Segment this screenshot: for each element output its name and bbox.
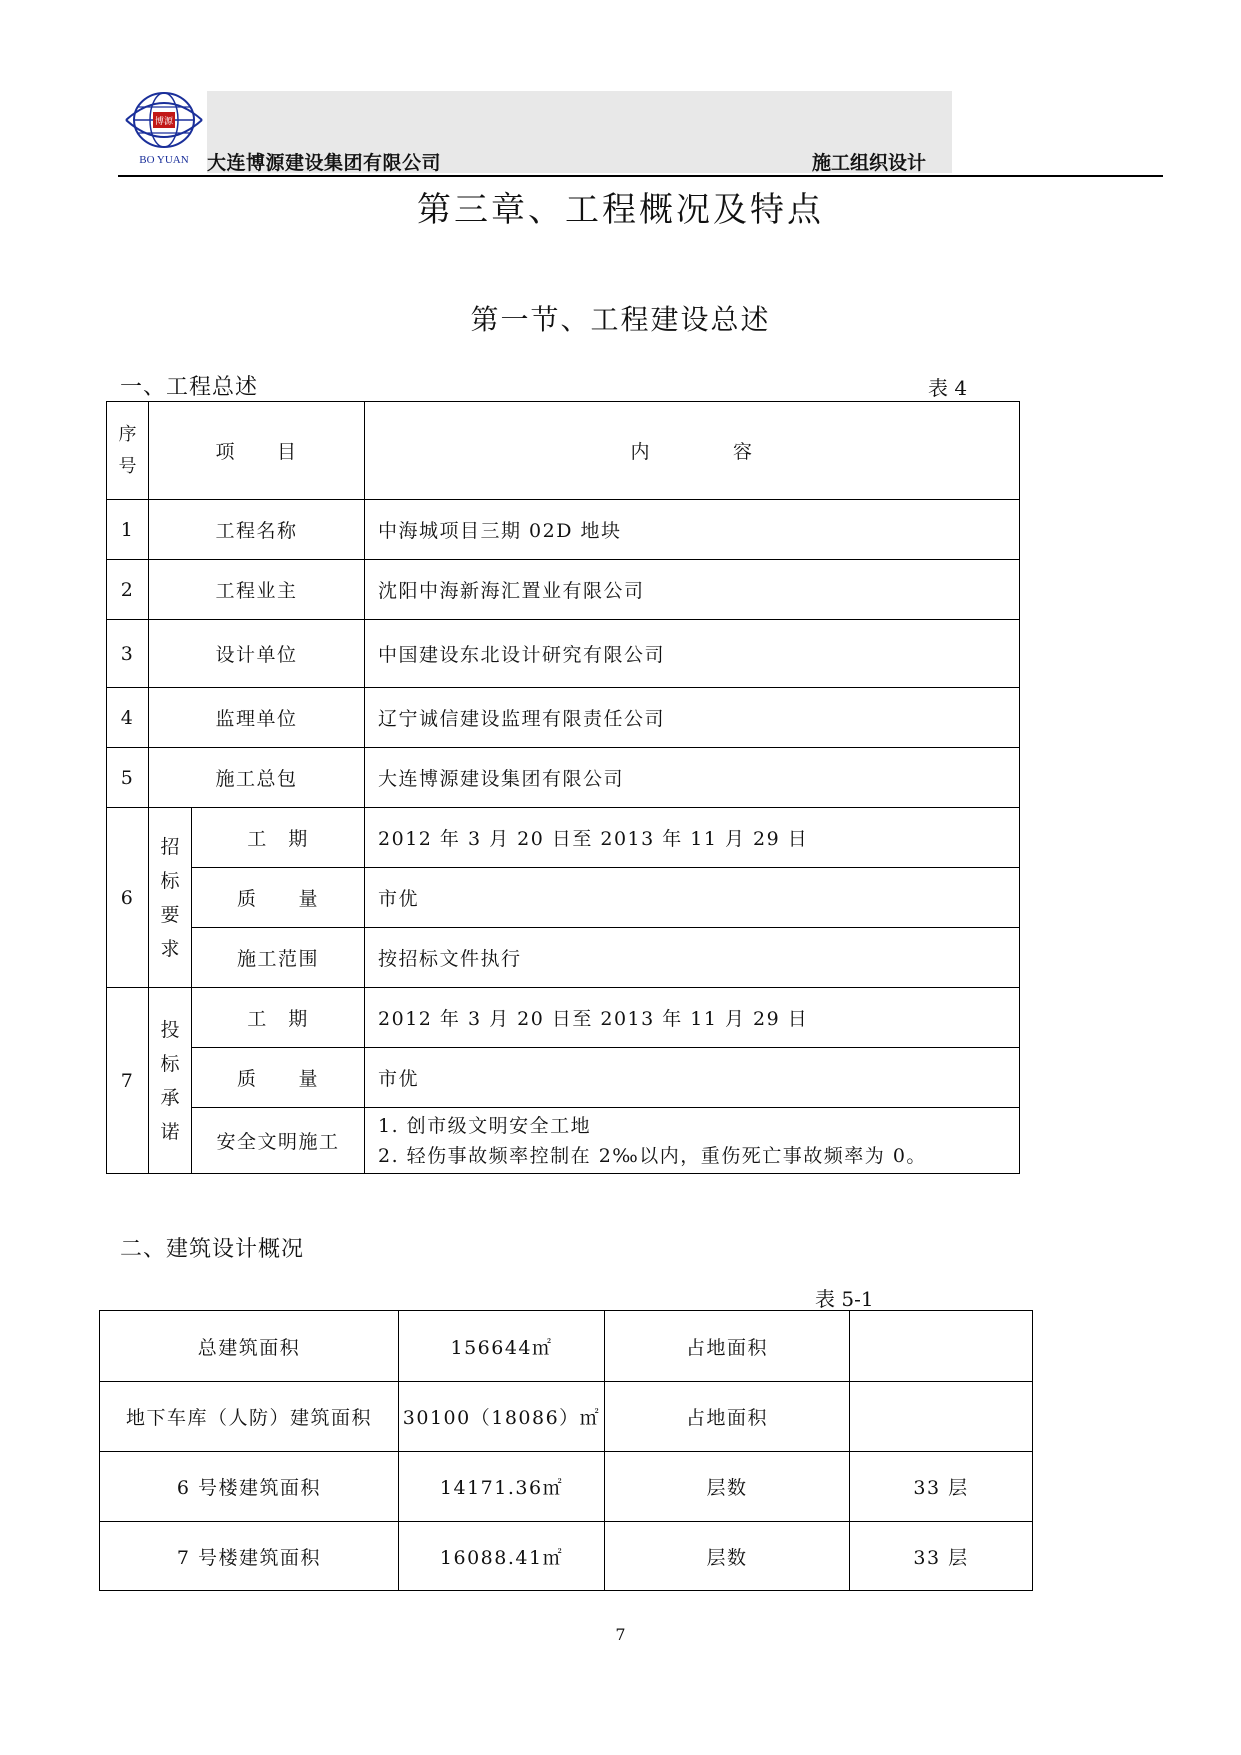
group7-label-cell	[149, 988, 192, 1174]
table-row	[107, 808, 1020, 868]
table-row	[107, 1048, 1020, 1108]
content-line-1: 1. 创市级文明安全工地	[378, 1114, 592, 1137]
header-item: 项 目	[149, 402, 365, 500]
group6-label-cell	[149, 808, 192, 988]
row-content: 市优	[365, 868, 1020, 928]
cell-label: 占地面积	[605, 1382, 850, 1452]
cell-value: 33 层	[850, 1452, 1033, 1522]
row-content: 大连博源建设集团有限公司	[365, 748, 1020, 808]
table-row	[107, 868, 1020, 928]
row-item: 工程名称	[149, 500, 365, 560]
part1-heading: 一、工程总述	[120, 375, 259, 400]
table-row	[107, 928, 1020, 988]
group7-no: 7	[107, 988, 149, 1174]
cell-label: 总建筑面积	[100, 1311, 399, 1382]
table-row	[100, 1382, 1033, 1452]
table-row	[107, 988, 1020, 1048]
cell-value: 14171.36㎡	[399, 1452, 605, 1522]
table-row	[100, 1522, 1033, 1591]
cell-value: 30100（18086）㎡	[399, 1382, 605, 1452]
chapter-title: 第三章、工程概况及特点	[417, 190, 824, 230]
logo-mark-text: 博源	[154, 117, 174, 127]
logo-caption: BO YUAN	[139, 154, 189, 166]
part2-heading: 二、建筑设计概况	[120, 1237, 305, 1262]
table-row	[107, 500, 1020, 560]
row-item: 施工总包	[149, 748, 365, 808]
document-type: 施工组织设计	[812, 152, 927, 174]
cell-label: 层数	[605, 1522, 850, 1591]
row-item: 工 期	[192, 988, 365, 1048]
table-row	[107, 1108, 1020, 1174]
table-row	[107, 560, 1020, 620]
building-design-table	[99, 1310, 1033, 1591]
row-item: 施工范围	[192, 928, 365, 988]
row-item: 质 量	[192, 868, 365, 928]
header-no-text: 序号	[118, 423, 138, 477]
row-no: 2	[107, 560, 149, 620]
page-number: 7	[615, 1625, 626, 1644]
table-row	[100, 1311, 1033, 1382]
table-row	[100, 1452, 1033, 1522]
content-line-2: 2. 轻伤事故频率控制在 2‰以内，重伤死亡事故频率为 0。	[378, 1144, 927, 1167]
row-item: 工程业主	[149, 560, 365, 620]
cell-label: 7 号楼建筑面积	[100, 1522, 399, 1591]
cell-value: 33 层	[850, 1522, 1033, 1591]
header-content: 内 容	[365, 402, 1020, 500]
row-content: 2012 年 3 月 20 日至 2013 年 11 月 29 日	[365, 988, 1020, 1048]
table-row	[107, 688, 1020, 748]
row-item: 安全文明施工	[192, 1108, 365, 1174]
header-no	[107, 402, 149, 500]
row-item: 监理单位	[149, 688, 365, 748]
section-title: 第一节、工程建设总述	[470, 303, 771, 336]
row-no: 3	[107, 620, 149, 688]
row-no: 5	[107, 748, 149, 808]
row-content: 市优	[365, 1048, 1020, 1108]
row-content: 辽宁诚信建设监理有限责任公司	[365, 688, 1020, 748]
group6-no: 6	[107, 808, 149, 988]
row-content: 2012 年 3 月 20 日至 2013 年 11 月 29 日	[365, 808, 1020, 868]
group6-label: 招标要求	[160, 835, 182, 960]
project-overview-table	[106, 401, 1020, 1174]
company-name: 大连博源建设集团有限公司	[207, 152, 442, 174]
row-item: 质 量	[192, 1048, 365, 1108]
globe-logo-icon	[118, 90, 210, 168]
cell-value	[850, 1382, 1033, 1452]
table-row	[107, 748, 1020, 808]
row-item: 设计单位	[149, 620, 365, 688]
company-logo	[118, 90, 210, 168]
cell-value: 16088.41㎡	[399, 1522, 605, 1591]
cell-label: 层数	[605, 1452, 850, 1522]
row-no: 4	[107, 688, 149, 748]
row-content: 中国建设东北设计研究有限公司	[365, 620, 1020, 688]
cell-value: 156644㎡	[399, 1311, 605, 1382]
row-no: 1	[107, 500, 149, 560]
table-row	[107, 620, 1020, 688]
table4-label: 表 4	[928, 376, 968, 400]
table5-label: 表 5-1	[815, 1287, 874, 1311]
row-content: 沈阳中海新海汇置业有限公司	[365, 560, 1020, 620]
header-rule	[118, 175, 1163, 177]
row-item: 工 期	[192, 808, 365, 868]
cell-value	[850, 1311, 1033, 1382]
cell-label: 6 号楼建筑面积	[100, 1452, 399, 1522]
cell-label: 占地面积	[605, 1311, 850, 1382]
cell-label: 地下车库（人防）建筑面积	[100, 1382, 399, 1452]
group7-label: 投标承诺	[160, 1018, 182, 1143]
row-content: 按招标文件执行	[365, 928, 1020, 988]
row-content: 中海城项目三期 02D 地块	[365, 500, 1020, 560]
row-content-multiline	[365, 1108, 1020, 1174]
